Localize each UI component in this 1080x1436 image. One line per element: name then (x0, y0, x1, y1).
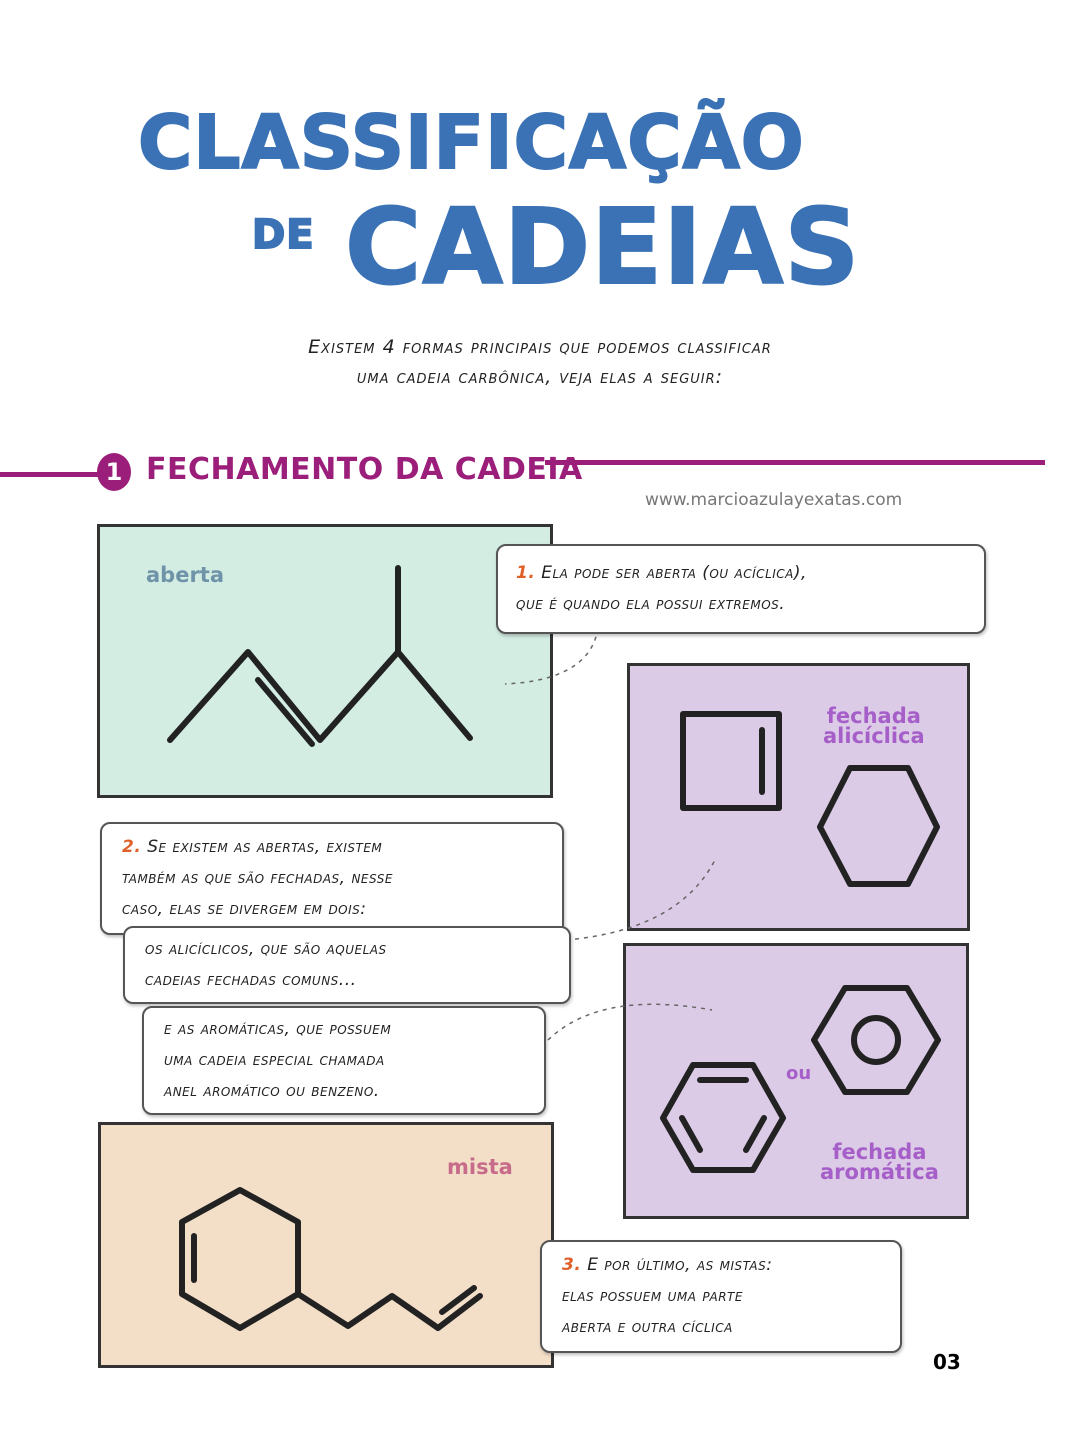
page-number: 03 (933, 1350, 961, 1374)
note-2a-line1: os alicíclicos, que são aquelas (145, 939, 387, 959)
note-1-line1: Ela pode ser aberta (ou acíclica), (541, 563, 807, 583)
intro-line1: Existem 4 formas principais que podemos classificar (308, 336, 772, 358)
note-3-line1: E por último, as mistas: (587, 1255, 773, 1275)
note-2-line1: Se existem as abertas, existem (147, 837, 383, 857)
note-2b-line2: uma cadeia especial chamada (164, 1050, 385, 1070)
note-2a-line2: cadeias fechadas comuns... (145, 970, 357, 990)
intro-line2: uma cadeia carbônica, veja elas a seguir: (356, 366, 724, 388)
cyclohexane-molecule (820, 768, 937, 884)
label-aliciclica-line2: alicíclica (823, 724, 925, 748)
section-number: 1 (97, 453, 131, 491)
title-line2: CADEIAS (345, 186, 861, 308)
label-aromatica-line2: aromática (820, 1160, 939, 1184)
note-3-number: 3. (562, 1255, 582, 1275)
note-2 (100, 822, 564, 935)
note-1 (496, 544, 986, 634)
note-2a (123, 926, 571, 1004)
cyclobutene-molecule (683, 714, 779, 808)
note-2-line3: caso, elas se divergem em dois: (122, 899, 367, 919)
benzene-circle-molecule (814, 988, 938, 1092)
title-de: DE (252, 212, 315, 258)
note-3 (540, 1240, 902, 1353)
note-3-line2: elas possuem uma parte (562, 1286, 743, 1306)
note-2-line2: também as que são fechadas, nesse (122, 868, 393, 888)
title-line1: CLASSIFICAÇÃO (138, 100, 805, 186)
note-3-line3: aberta e outra cíclica (562, 1317, 733, 1337)
label-aromatica-line1: fechada (832, 1140, 927, 1164)
benzene-kekule-molecule (663, 1065, 783, 1170)
label-aliciclica-line1: fechada (826, 704, 921, 728)
note-2b (142, 1006, 546, 1115)
note-1-line2: que é quando ela possui extremos. (516, 594, 786, 614)
note-2b-line3: anel aromático ou benzeno. (164, 1081, 380, 1101)
open-chain-molecule (170, 568, 470, 744)
note-1-number: 1. (516, 563, 536, 583)
section-title: FECHAMENTO DA CADEIA (146, 452, 583, 487)
label-aberta: aberta (146, 563, 225, 587)
label-ou: ou (786, 1063, 812, 1084)
note-2-number: 2. (122, 837, 142, 857)
label-mista: mista (447, 1155, 513, 1179)
mixed-chain-molecule (182, 1190, 480, 1328)
website-url: www.marcioazulayexatas.com (645, 490, 903, 510)
note-2b-line1: e as aromáticas, que possuem (164, 1019, 392, 1039)
